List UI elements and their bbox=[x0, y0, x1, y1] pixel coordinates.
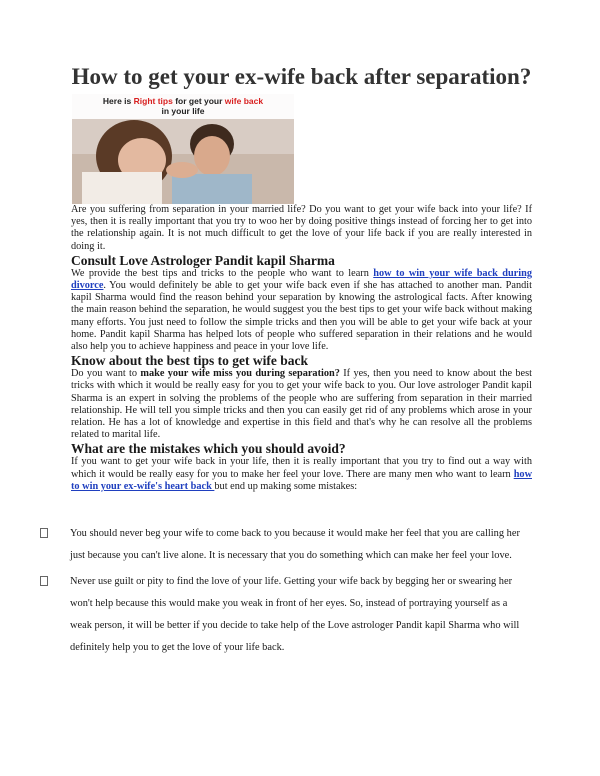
hero-caption: Here is Right tips for get your wife back in your life bbox=[72, 94, 294, 119]
tips-paragraph: Do you want to make your wife miss you during separation? If yes, then you need to know about the best tricks with which it would be really easy for you to get your wife back to you. Our love astrologer Pandit kapil Sharma is an expert in solving the problems of the people who are suffering from separation in their married relationship. He will tell you simple tricks and then you can easily get rid of any problems which arose in your relation. He has a lot of knowledge and expertise in this field and that's why he can resolve all the problems related to marital life. bbox=[71, 368, 532, 441]
article bbox=[71, 64, 532, 493]
section-heading-consult: Consult Love Astrologer Pandit kapil Sharma bbox=[71, 252, 335, 268]
win-wife-back-link[interactable]: how to win your wife back during divorce bbox=[71, 267, 532, 292]
section-heading-tips: Know about the best tips to get wife back bbox=[71, 353, 309, 369]
section-heading-mistakes: What are the mistakes which you should avoid? bbox=[71, 441, 346, 457]
win-heart-back-link[interactable]: how to win your ex-wife's heart back bbox=[71, 468, 532, 492]
consult-paragraph: We provide the best tips and tricks to the people who want to learn how to win your wife back during divorce. You would definitely be able to get your wife back even if she has attached to another man. Pandit kapil Sharma would find the reason behind your separation by knowing the astrological facts. After knowing the main reason behind the separation, he would suggest you the best tips to get your wife back without making many efforts. You just need to follow the simple tricks and then you will be able to get your wife back at your home. Pandit kapil Sharma has helped lots of people who suffered separation in their relations and he would also help you to achieve happiness and peace in your love life. bbox=[71, 267, 532, 353]
intro-paragraph: Are you suffering from separation in your married life? Do you want to get your wife back into your life? If yes, then it is really important that you try to woo her by doing positive things instead of forcing her to get into the relationship again. It is not much difficult to get the love of your life back if you are really interested in doing it. bbox=[71, 204, 532, 252]
page-title: How to get your ex-wife back after separation? bbox=[71, 64, 532, 89]
bullet-box-icon bbox=[40, 528, 48, 538]
hero-image bbox=[72, 94, 294, 204]
list-item: Never use guilt or pity to find the love of your life. Getting your wife back by begging her or swearing her won't help because this would make you weak in front of her eyes. So, instead of portraying yourself as a weak person, it will be better if you decide to take help of the Love astrologer Pandit kapil Sharma who will definitely help you to get the love of your life back. bbox=[40, 571, 530, 659]
bullet-box-icon bbox=[40, 576, 48, 586]
mistakes-list bbox=[40, 523, 530, 663]
list-item: You should never beg your wife to come back to you because it would make her feel that you are calling her just because you can't live alone. It is necessary that you do something which can make her feel your love. bbox=[40, 523, 530, 567]
mistakes-paragraph: If you want to get your wife back in your life, then it is really important that you try to find out a way with which it would be really easy for you to make her feel your love. There are many men who want to learn how to win your ex-wife's heart back but end up making some mistakes: bbox=[71, 456, 532, 492]
